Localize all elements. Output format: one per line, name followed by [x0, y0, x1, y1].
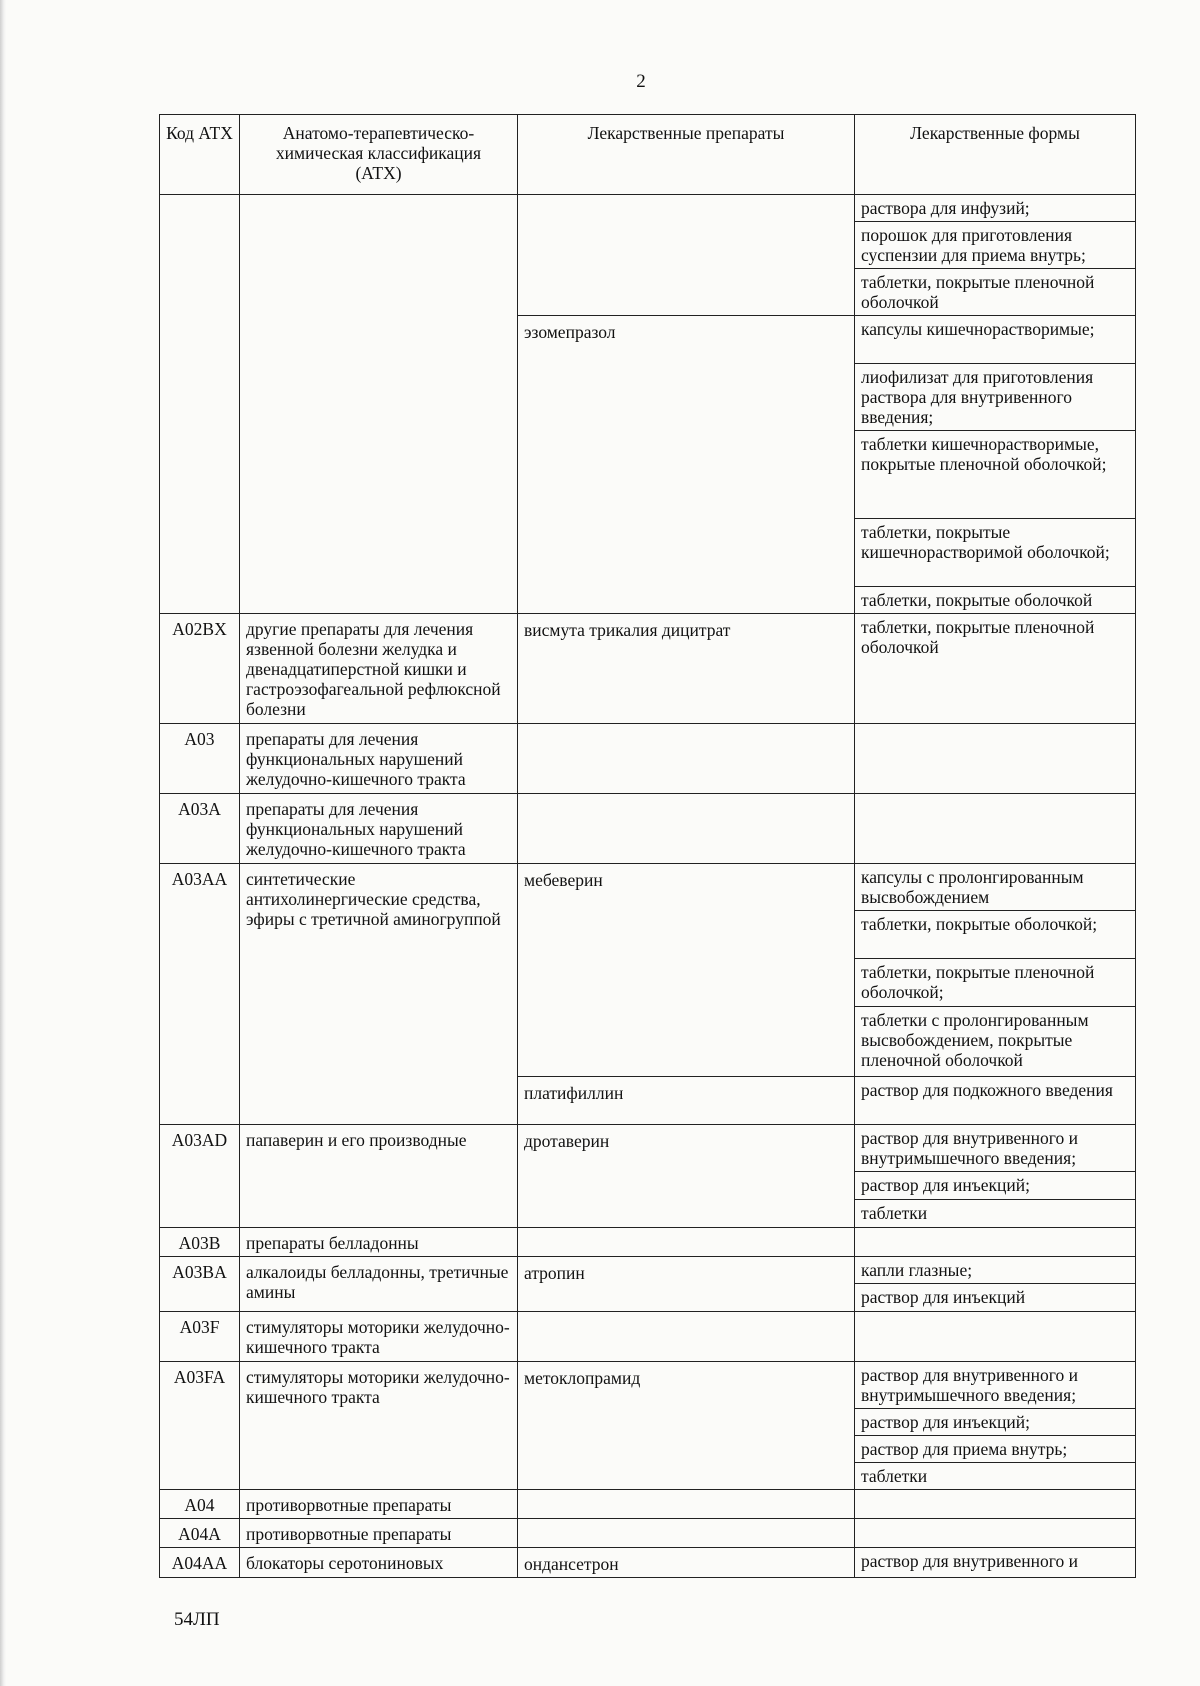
classification-cell: противорвотные препараты [240, 1519, 518, 1548]
form-cell: раствор для подкожного введения [855, 1077, 1136, 1125]
table-row [160, 1228, 1136, 1257]
drug-cell: эзомепразол [518, 316, 855, 614]
header-forms: Лекарственные формы [855, 115, 1136, 195]
drug-cell: атропин [518, 1257, 855, 1312]
code-cell: A02BX [160, 614, 240, 724]
classification-cell: синтетические антихолинергические средства, эфиры с третичной аминогруппой [240, 864, 518, 1125]
table-row [160, 1548, 1136, 1578]
drug-cell [518, 195, 855, 316]
form-cell: лиофилизат для приготовления раствора для внутривенного введения; [855, 364, 1136, 431]
drug-cell: дротаверин [518, 1125, 855, 1228]
form-cell: таблетки, покрытые кишечнорастворимой оболочкой; [855, 519, 1136, 587]
form-cell: раствор для приема внутрь; [855, 1436, 1136, 1463]
form-cell: раствор для инъекций; [855, 1172, 1136, 1200]
form-cell: раствор для инъекций; [855, 1409, 1136, 1436]
table-row [160, 195, 1136, 222]
form-cell [855, 1519, 1136, 1548]
form-cell [855, 794, 1136, 864]
drug-cell: метоклопрамид [518, 1362, 855, 1490]
form-cell [855, 1490, 1136, 1519]
classification-cell: папаверин и его производные [240, 1125, 518, 1228]
form-cell: таблетки кишечнорастворимые, покрытые пленочной оболочкой; [855, 431, 1136, 519]
classification-cell: препараты белладонны [240, 1228, 518, 1257]
classification-cell: алкалоиды белладонны, третичные амины [240, 1257, 518, 1312]
code-cell: A04AA [160, 1548, 240, 1578]
footer-document-code: 54ЛП [174, 1609, 220, 1630]
form-cell: раствора для инфузий; [855, 195, 1136, 222]
drug-cell [518, 794, 855, 864]
table-row [160, 1312, 1136, 1362]
code-cell: A03AA [160, 864, 240, 1125]
drug-cell [518, 1490, 855, 1519]
form-cell: капсулы кишечнорастворимые; [855, 316, 1136, 364]
code-cell: A03B [160, 1228, 240, 1257]
form-cell: таблетки [855, 1463, 1136, 1490]
form-cell: таблетки, покрытые оболочкой; [855, 911, 1136, 959]
classification-cell: блокаторы серотониновых [240, 1548, 518, 1578]
form-cell: порошок для приготовления суспензии для приема внутрь; [855, 222, 1136, 269]
scan-edge [0, 0, 6, 1686]
code-cell: A03BA [160, 1257, 240, 1312]
form-cell: раствор для внутривенного и внутримышечного введения; [855, 1125, 1136, 1172]
atc-drug-table [159, 114, 1136, 1578]
form-cell [855, 1312, 1136, 1362]
drug-cell: висмута трикалия дицитрат [518, 614, 855, 724]
code-cell: A03 [160, 724, 240, 794]
code-cell: A04A [160, 1519, 240, 1548]
form-cell: таблетки, покрытые пленочной оболочкой [855, 269, 1136, 316]
form-cell: капли глазные; [855, 1257, 1136, 1284]
table-row [160, 1362, 1136, 1409]
form-cell [855, 1228, 1136, 1257]
header-classification: Анатомо-терапевтическо-химическая классификация (АТХ) [240, 115, 518, 195]
table-row [160, 1257, 1136, 1284]
drug-cell [518, 724, 855, 794]
table-row [160, 1125, 1136, 1172]
code-cell: A03A [160, 794, 240, 864]
table-row [160, 1490, 1136, 1519]
drug-cell: ондансетрон [518, 1548, 855, 1578]
form-cell: таблетки [855, 1200, 1136, 1228]
form-cell: таблетки, покрытые оболочкой [855, 587, 1136, 614]
table-row [160, 724, 1136, 794]
code-cell [160, 195, 240, 614]
page-number: 2 [636, 71, 646, 92]
code-cell: A03AD [160, 1125, 240, 1228]
form-cell: раствор для внутривенного и внутримышечного введения; [855, 1362, 1136, 1409]
classification-cell: стимуляторы моторики желудочно-кишечного тракта [240, 1312, 518, 1362]
code-cell: A03F [160, 1312, 240, 1362]
classification-cell: препараты для лечения функциональных нарушений желудочно-кишечного тракта [240, 794, 518, 864]
table-header-row [160, 115, 1136, 195]
drug-cell [518, 1228, 855, 1257]
form-cell: капсулы с пролонгированным высвобождением [855, 864, 1136, 911]
drug-cell [518, 1312, 855, 1362]
header-code: Код АТХ [160, 115, 240, 195]
classification-cell [240, 195, 518, 614]
table-row [160, 794, 1136, 864]
classification-cell: препараты для лечения функциональных нарушений желудочно-кишечного тракта [240, 724, 518, 794]
classification-cell: стимуляторы моторики желудочно-кишечного тракта [240, 1362, 518, 1490]
form-cell [855, 724, 1136, 794]
table-row [160, 864, 1136, 911]
form-cell: таблетки с пролонгированным высвобождением, покрытые пленочной оболочкой [855, 1007, 1136, 1077]
form-cell: раствор для внутривенного и [855, 1548, 1136, 1578]
table-row [160, 614, 1136, 724]
classification-cell: другие препараты для лечения язвенной болезни желудка и двенадцатиперстной кишки и гастроэзофагеальной рефлюксной болезни [240, 614, 518, 724]
code-cell: A03FA [160, 1362, 240, 1490]
form-cell: раствор для инъекций [855, 1284, 1136, 1312]
form-cell: таблетки, покрытые пленочной оболочкой; [855, 959, 1136, 1007]
drug-cell [518, 1519, 855, 1548]
form-cell: таблетки, покрытые пленочной оболочкой [855, 614, 1136, 724]
code-cell: A04 [160, 1490, 240, 1519]
header-drugs: Лекарственные препараты [518, 115, 855, 195]
drug-cell: платифиллин [518, 1077, 855, 1125]
drug-cell: мебеверин [518, 864, 855, 1077]
classification-cell: противорвотные препараты [240, 1490, 518, 1519]
table-row [160, 1519, 1136, 1548]
